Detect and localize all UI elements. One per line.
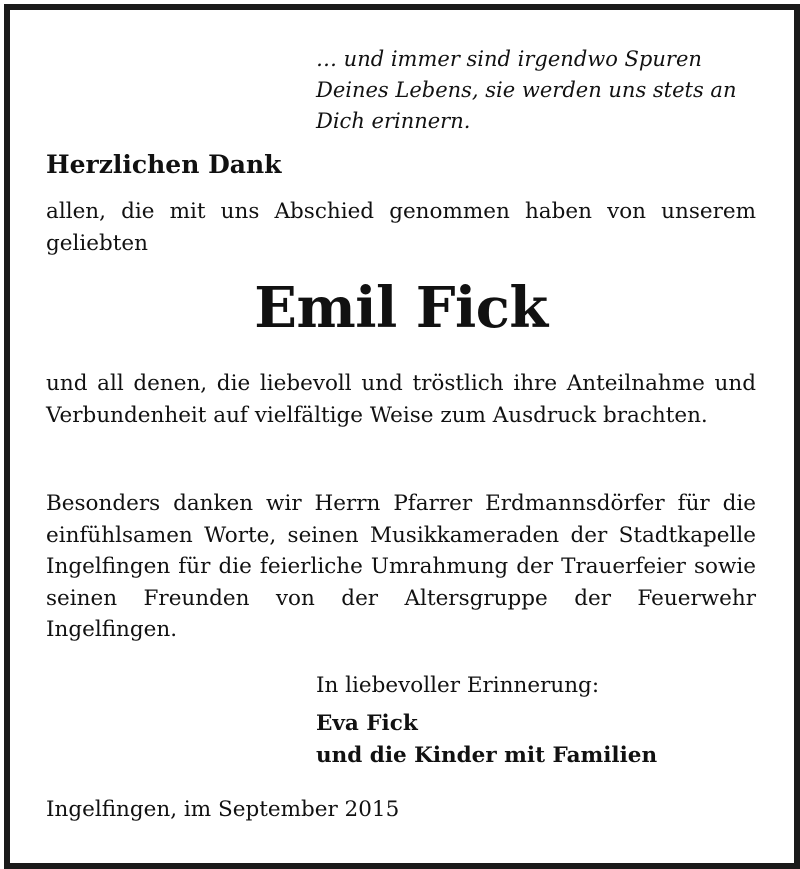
quote-line: Deines Lebens, sie werden uns stets an [316, 78, 737, 102]
special-thanks-paragraph: Besonders danken wir Herrn Pfarrer Erdmannsdörfer für die einfühlsamen Worte, seinen Musikkameraden der Stadtkapelle Ingelfingen für die feierliche Umrahmung der Trauerfeier sowie seinen Freunden von der Altersgruppe der Feuerwehr Ingelfingen. [46, 491, 756, 642]
intro-paragraph: allen, die mit uns Abschied genommen haben von unserem geliebten [46, 199, 756, 256]
sympathy-paragraph: und all denen, die liebevoll und tröstlich ihre Anteilnahme und Verbundenheit auf vielfältige Weise zum Ausdruck brachten. [46, 371, 756, 428]
epigraph-quote [316, 44, 756, 137]
deceased-name: Emil Fick [254, 275, 548, 341]
signoff: In liebevoller Erinnerung: [316, 673, 600, 698]
quote-line: Dich erinnern. [316, 109, 471, 133]
thanks-heading: Herzlichen Dank [46, 150, 282, 179]
signatory: und die Kinder mit Familien [316, 743, 658, 768]
signatories [316, 708, 657, 772]
place-date: Ingelfingen, im September 2015 [46, 797, 400, 822]
signatory: Eva Fick [316, 711, 418, 736]
quote-line: … und immer sind irgendwo Spuren [316, 47, 702, 71]
